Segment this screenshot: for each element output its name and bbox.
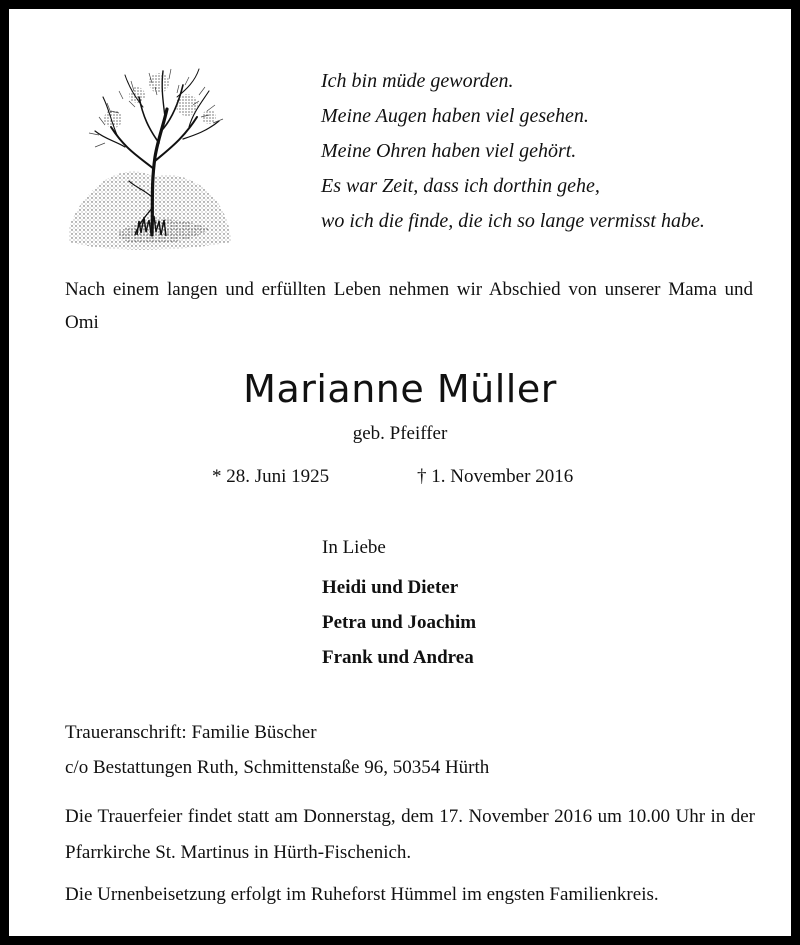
mourners-intro: In Liebe — [322, 537, 386, 558]
tree-illustration — [59, 57, 235, 257]
mourners-list — [322, 575, 476, 680]
poem-line: wo ich die finde, die ich so lange vermisst habe. — [321, 210, 705, 232]
birth-date: * 28. Juni 1925 — [212, 466, 330, 487]
intro-text: Nach einem langen und erfüllten Leben nehmen wir Abschied von unserer Mama und Omi — [65, 279, 753, 333]
burial-text: Die Urnenbeisetzung erfolgt im Ruheforst Hümmel im engsten Familienkreis. — [65, 884, 659, 905]
mourning-address — [65, 715, 489, 785]
poem-line: Es war Zeit, dass ich dorthin gehe, — [321, 175, 600, 197]
mourner-name: Heidi und Dieter — [322, 577, 459, 598]
address-line: Traueranschrift: Familie Büscher — [65, 722, 317, 743]
maiden-name: geb. Pfeiffer — [352, 423, 448, 444]
address-line: c/o Bestattungen Ruth, Schmittenstaße 96, 50354 Hürth — [65, 757, 490, 778]
poem-line: Ich bin müde geworden. — [321, 70, 514, 92]
mourner-name: Petra und Joachim — [322, 612, 477, 633]
poem-line: Meine Ohren haben viel gehört. — [321, 140, 577, 162]
death-date: † 1. November 2016 — [417, 466, 574, 487]
mourner-name: Frank und Andrea — [322, 647, 474, 668]
funeral-service-text: Die Trauerfeier findet statt am Donnerstag, dem 17. November 2016 um 10.00 Uhr in der Pfarrkirche St. Martinus in Hürth-Fischenich. — [65, 806, 755, 863]
deceased-name: Marianne Müller — [243, 367, 557, 411]
poem — [321, 64, 781, 239]
poem-line: Meine Augen haben viel gesehen. — [321, 105, 589, 127]
